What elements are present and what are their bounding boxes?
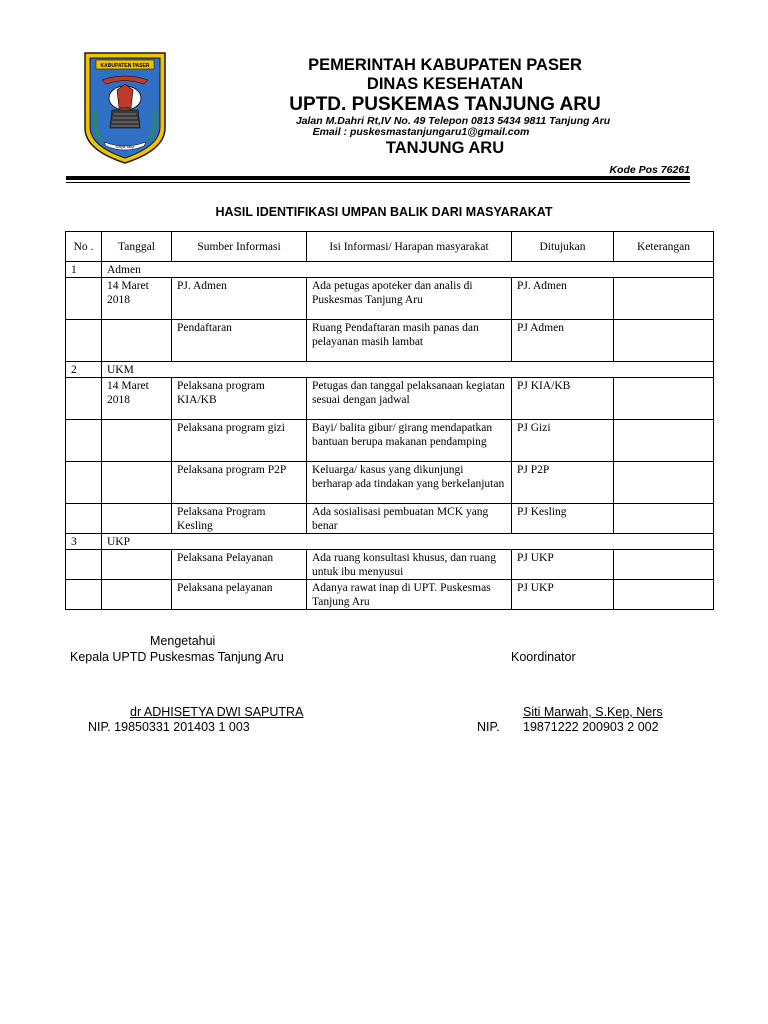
header-government: PEMERINTAH KABUPATEN PASER — [308, 56, 582, 74]
cell-keterangan — [614, 420, 714, 462]
cell-tanggal — [102, 420, 172, 462]
cell-ditujukan: PJ Kesling — [512, 504, 614, 534]
cell-sumber: Pelaksana pelayanan — [172, 580, 307, 610]
header-address: Jalan M.Dahri Rt,IV No. 49 Telepon 0813 5434 9811 Tanjung Aru — [295, 115, 611, 127]
document-title: HASIL IDENTIFIKASI UMPAN BALIK DARI MASYARAKAT — [215, 205, 553, 219]
signature-right-nip: 19871222 200903 2 002 — [523, 720, 659, 734]
table-row — [66, 550, 714, 580]
cell-ditujukan: PJ Admen — [512, 320, 614, 362]
section-number: 2 — [66, 362, 102, 378]
cell-sumber: Pelaksana Program Kesling — [172, 504, 307, 534]
cell-isi: Petugas dan tanggal pelaksanaan kegiatan sesuai dengan jadwal — [307, 378, 512, 420]
header-department: DINAS KESEHATAN — [366, 75, 524, 93]
cell-sumber: Pelaksana program KIA/KB — [172, 378, 307, 420]
cell-isi: Ruang Pendaftaran masih panas dan pelayanan masih lambat — [307, 320, 512, 362]
cell-keterangan — [614, 504, 714, 534]
paser-regency-emblem-logo — [82, 50, 168, 166]
cell-sumber: Pelaksana Pelayanan — [172, 550, 307, 580]
cell-tanggal — [102, 550, 172, 580]
cell-tanggal — [102, 320, 172, 362]
feedback-table — [65, 231, 714, 610]
cell-sumber: PJ. Admen — [172, 278, 307, 320]
table-row — [66, 420, 714, 462]
section-row — [66, 362, 714, 378]
signature-left-role: Kepala UPTD Puskesmas Tanjung Aru — [70, 650, 284, 664]
cell-tanggal — [102, 504, 172, 534]
cell-isi: Ada sosialisasi pembuatan MCK yang benar — [307, 504, 512, 534]
header-email: Email : puskesmastanjungaru1@gmail.com — [312, 126, 530, 138]
column-header-sumber: Sumber Informasi — [172, 232, 307, 262]
header-divider-thick — [66, 176, 690, 180]
cell-tanggal — [102, 580, 172, 610]
header-city: TANJUNG ARU — [385, 139, 505, 157]
section-number: 3 — [66, 534, 102, 550]
postal-code: Kode Pos 76261 — [609, 164, 690, 176]
cell-sumber: Pendaftaran — [172, 320, 307, 362]
section-name: Admen — [102, 262, 714, 278]
column-header-tanggal: Tanggal — [102, 232, 172, 262]
signature-acknowledged-label: Mengetahui — [150, 634, 216, 648]
signature-right-role: Koordinator — [511, 650, 576, 664]
cell-ditujukan: PJ UKP — [512, 550, 614, 580]
cell-isi: Ada petugas apoteker dan analis di Puskesmas Tanjung Aru — [307, 278, 512, 320]
column-header-ditujukan: Ditujukan — [512, 232, 614, 262]
column-header-no: No . — [66, 232, 102, 262]
cell-isi: Adanya rawat inap di UPT. Puskesmas Tanjung Aru — [307, 580, 512, 610]
cell-keterangan — [614, 580, 714, 610]
cell-sumber: Pelaksana program gizi — [172, 420, 307, 462]
table-row — [66, 378, 714, 420]
table-row — [66, 278, 714, 320]
cell-keterangan — [614, 278, 714, 320]
signature-right-name: Siti Marwah, S.Kep, Ners — [523, 705, 663, 719]
section-number: 1 — [66, 262, 102, 278]
section-name: UKP — [102, 534, 714, 550]
cell-keterangan — [614, 320, 714, 362]
header-institution: UPTD. PUSKEMAS TANJUNG ARU — [289, 94, 601, 115]
cell-ditujukan: PJ KIA/KB — [512, 378, 614, 420]
table-row — [66, 320, 714, 362]
section-name: UKM — [102, 362, 714, 378]
cell-isi: Keluarga/ kasus yang dikunjungi berharap ada tindakan yang berkelanjutan — [307, 462, 512, 504]
cell-sumber: Pelaksana program P2P — [172, 462, 307, 504]
signature-right-nip-label: NIP. — [477, 720, 500, 734]
table-row — [66, 580, 714, 610]
svg-text:KABUPATEN PASER: KABUPATEN PASER — [100, 63, 150, 69]
cell-ditujukan: PJ Gizi — [512, 420, 614, 462]
table-header-row — [66, 232, 714, 262]
header-divider-thin — [66, 182, 690, 183]
section-row — [66, 534, 714, 550]
cell-tanggal: 14 Maret 2018 — [102, 378, 172, 420]
table-row — [66, 504, 714, 534]
cell-tanggal — [102, 462, 172, 504]
table-row — [66, 462, 714, 504]
column-header-keterangan: Keterangan — [614, 232, 714, 262]
cell-keterangan — [614, 550, 714, 580]
svg-text:Daya Taka: Daya Taka — [115, 144, 135, 149]
cell-ditujukan: PJ. Admen — [512, 278, 614, 320]
section-row — [66, 262, 714, 278]
signature-left-nip: NIP. 19850331 201403 1 003 — [88, 720, 250, 734]
cell-tanggal: 14 Maret 2018 — [102, 278, 172, 320]
cell-isi: Bayi/ balita gibur/ girang mendapatkan bantuan berupa makanan pendamping — [307, 420, 512, 462]
cell-ditujukan: PJ P2P — [512, 462, 614, 504]
cell-ditujukan: PJ UKP — [512, 580, 614, 610]
column-header-isi: Isi Informasi/ Harapan masyarakat — [307, 232, 512, 262]
cell-keterangan — [614, 462, 714, 504]
cell-isi: Ada ruang konsultasi khusus, dan ruang untuk ibu menyusui — [307, 550, 512, 580]
signature-left-name: dr ADHISETYA DWI SAPUTRA — [130, 705, 304, 719]
cell-keterangan — [614, 378, 714, 420]
